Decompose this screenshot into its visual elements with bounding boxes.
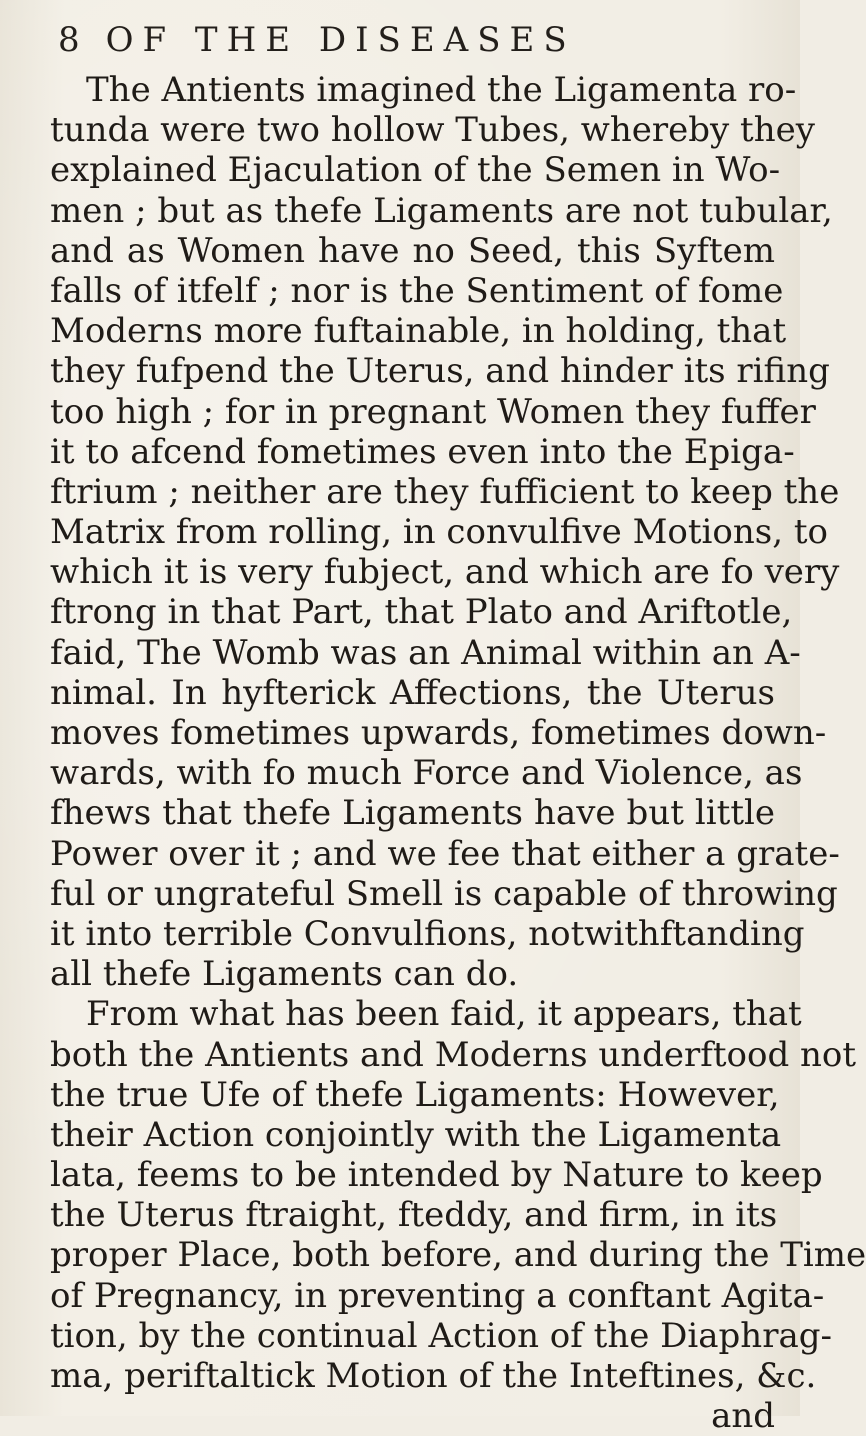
text-line: ftrium ; neither are they fufficient to keep the: [50, 471, 840, 512]
text-line: they fufpend the Uterus, and hinder its rifing: [50, 351, 830, 392]
text-line: ma, periftaltick Motion of the Inteftines, &c.: [50, 1356, 817, 1396]
text-line: moves fometimes upwards, fometimes down-: [50, 713, 827, 753]
page-number: 8: [58, 20, 80, 60]
text-line: their Action conjointly with the Ligamenta: [50, 1114, 782, 1155]
text-line: falls of itfelf ; nor is the Sentiment of fome: [50, 270, 784, 311]
text-line: the true Ufe of thefe Ligaments: However,: [50, 1074, 780, 1115]
body-text: [50, 70, 866, 1436]
catchword: and: [711, 1396, 775, 1436]
text-line: all thefe Ligaments can do.: [50, 954, 519, 995]
text-line: explained Ejaculation of the Semen in Wo-: [50, 150, 781, 191]
text-line: Matrix from rolling, in convulfive Motions, to: [50, 512, 828, 553]
text-line: tion, by the continual Action of the Diaphrag-: [50, 1315, 832, 1356]
text-line: it into terrible Convulfions, notwithftanding: [50, 913, 805, 954]
text-line: nimal. In hyfterick Affections, the Uterus: [50, 672, 775, 713]
text-line: both the Antients and Moderns underftood not: [50, 1034, 857, 1075]
text-line: too high ; for in pregnant Women they fuffer: [50, 391, 816, 432]
text-line: fhews that thefe Ligaments have but little: [50, 793, 775, 834]
running-title: OF THE DISEASES: [105, 20, 576, 60]
text-line: and as Women have no Seed, this Syftem: [50, 230, 775, 271]
text-line: wards, with fo much Force and Violence, as: [50, 753, 803, 794]
text-line: Moderns more fuftainable, in holding, that: [50, 311, 787, 352]
text-line: men ; but as thefe Ligaments are not tubular,: [50, 190, 833, 231]
text-line: faid, The Womb was an Animal within an A-: [50, 632, 801, 673]
text-line: The Antients imagined the Ligamenta ro-: [86, 70, 797, 110]
text-line: ftrong in that Part, that Plato and Ariftotle,: [50, 592, 793, 633]
text-line: From what has been faid, it appears, that: [86, 994, 802, 1035]
text-line: the Uterus ftraight, fteddy, and firm, in its: [50, 1195, 778, 1236]
text-line: which it is very fubject, and which are fo very: [50, 552, 840, 593]
text-line: proper Place, both before, and during the Time: [50, 1235, 866, 1276]
text-line: of Pregnancy, in preventing a conftant Agita-: [50, 1275, 825, 1316]
text-line: ful or ungrateful Smell is capable of throwing: [50, 873, 838, 914]
running-head: [58, 18, 576, 62]
text-line: Power over it ; and we fee that either a grate-: [50, 833, 840, 874]
text-line: lata, feems to be intended by Nature to keep: [50, 1155, 823, 1196]
text-line: it to afcend fometimes even into the Epiga-: [50, 431, 795, 472]
text-line: tunda were two hollow Tubes, whereby they: [50, 110, 815, 151]
